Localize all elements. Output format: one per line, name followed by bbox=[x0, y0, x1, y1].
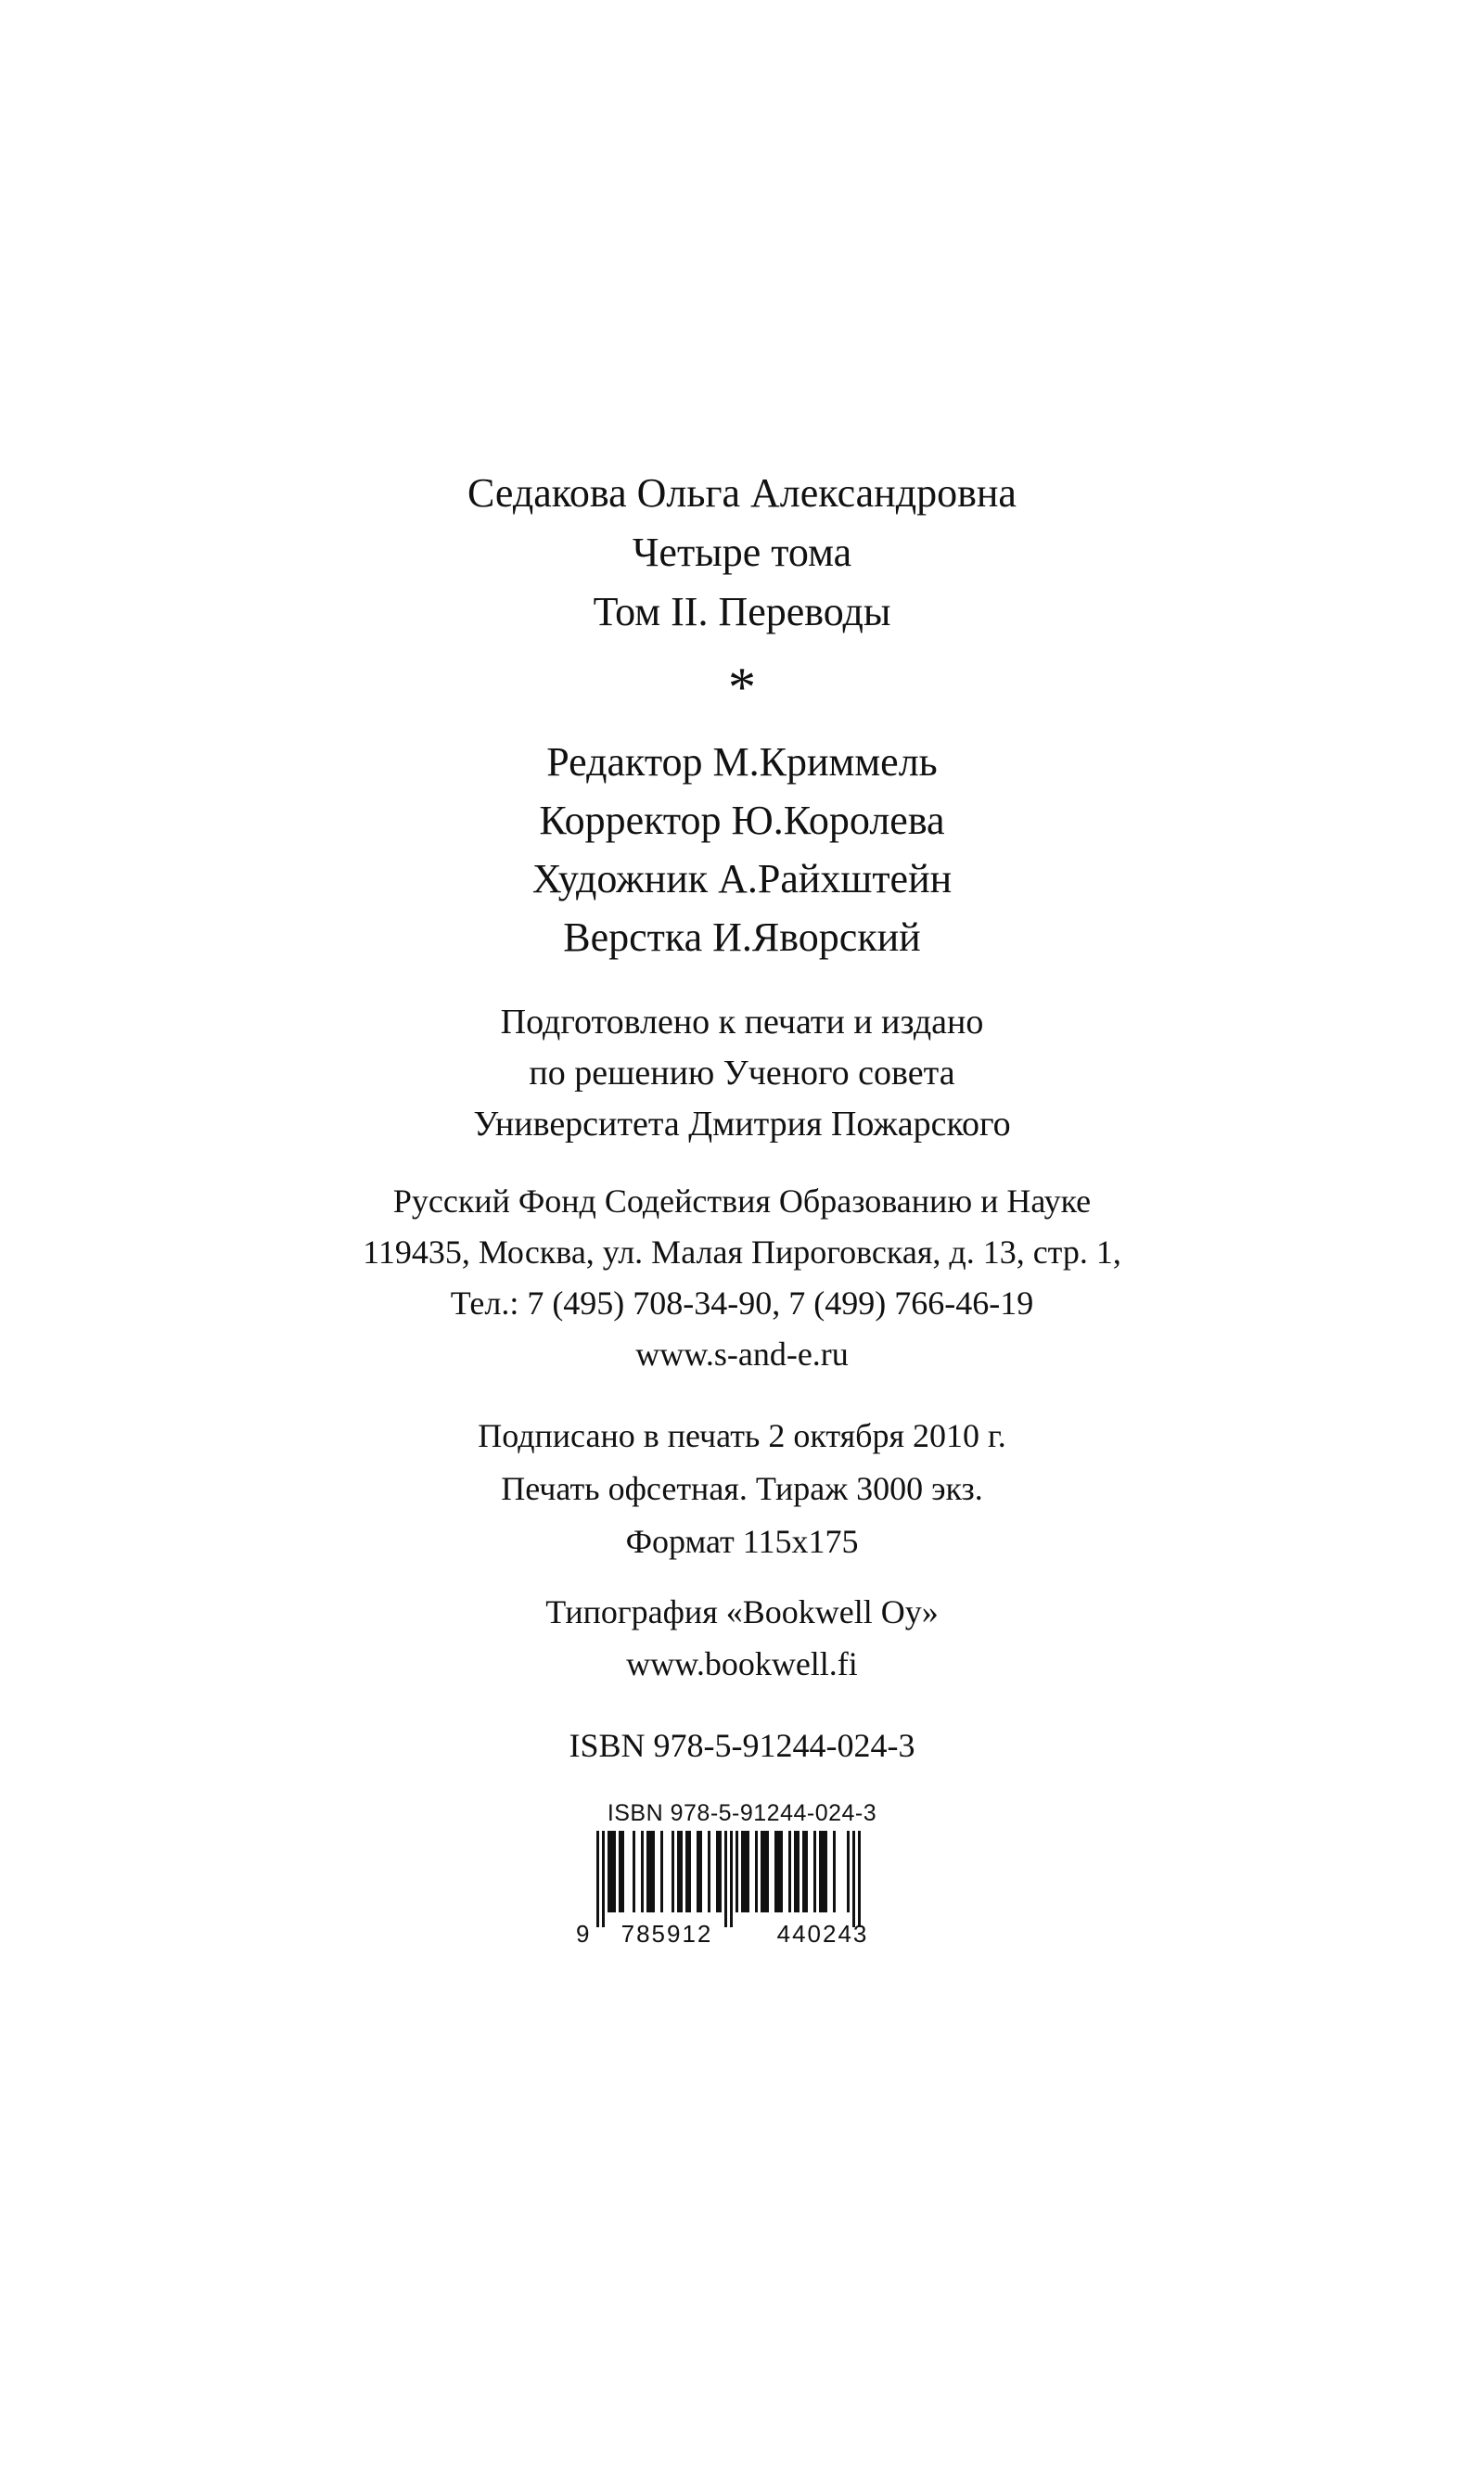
print-method: Печать офсетная. Тираж 3000 экз. bbox=[501, 1470, 983, 1507]
corrector-credit: Корректор Ю.Королева bbox=[539, 798, 945, 843]
isbn-text: ISBN 978-5-91244-024-3 bbox=[569, 1727, 915, 1764]
barcode-bar bbox=[672, 1831, 674, 1912]
barcode-bar bbox=[688, 1831, 691, 1912]
barcode-bar bbox=[763, 1831, 766, 1912]
separator-star: * bbox=[728, 657, 756, 718]
publisher-block bbox=[0, 1176, 1484, 1380]
barcode-bar bbox=[819, 1831, 822, 1912]
barcode-bar bbox=[621, 1831, 624, 1912]
barcode-bar bbox=[608, 1831, 610, 1912]
barcode-guard-bar bbox=[858, 1831, 861, 1927]
barcode-bar bbox=[822, 1831, 825, 1912]
barcode-bar bbox=[747, 1831, 749, 1912]
preparation-line-1: Подготовлено к печати и издано bbox=[500, 1003, 984, 1042]
barcode-guard-bar bbox=[596, 1831, 599, 1927]
isbn-block bbox=[0, 1719, 1484, 1771]
layout-credit: Верстка И.Яворский bbox=[563, 914, 921, 960]
print-format: Формат 115x175 bbox=[625, 1523, 859, 1560]
barcode-guard-bar bbox=[730, 1831, 733, 1927]
barcode-first-digit: 9 bbox=[576, 1920, 590, 1948]
barcode bbox=[570, 1799, 914, 1948]
barcode-bar bbox=[788, 1831, 791, 1912]
barcode-bar bbox=[646, 1831, 649, 1912]
staff-block bbox=[0, 733, 1484, 966]
barcode-bar bbox=[802, 1831, 805, 1912]
barcode-isbn-label: ISBN 978-5-91244-024-3 bbox=[607, 1800, 877, 1826]
preparation-block bbox=[0, 997, 1484, 1150]
barcode-bar bbox=[797, 1831, 800, 1912]
barcode-bar bbox=[774, 1831, 777, 1912]
barcode-bar bbox=[652, 1831, 655, 1912]
barcode-bar bbox=[744, 1831, 747, 1912]
barcode-bar bbox=[805, 1831, 808, 1912]
barcode-bar bbox=[825, 1831, 827, 1912]
barcode-bar bbox=[613, 1831, 616, 1912]
barcode-bar bbox=[719, 1831, 722, 1912]
barcode-bar bbox=[685, 1831, 688, 1912]
barcode-bar bbox=[619, 1831, 621, 1912]
barcode-right-digits: 440243 bbox=[776, 1920, 869, 1948]
preparation-line-2: по решению Ученого совета bbox=[529, 1054, 955, 1093]
artist-credit: Художник А.Райхштейн bbox=[531, 856, 953, 901]
barcode-guard-bar bbox=[602, 1831, 605, 1927]
volume-title: Том II. Переводы bbox=[593, 589, 891, 634]
printing-block bbox=[0, 1410, 1484, 1568]
barcode-guard-bar bbox=[852, 1831, 855, 1927]
barcode-bar bbox=[766, 1831, 769, 1912]
barcode-bar bbox=[780, 1831, 783, 1912]
barcode-bar bbox=[794, 1831, 797, 1912]
barcode-bar bbox=[633, 1831, 635, 1912]
barcode-bar bbox=[755, 1831, 758, 1912]
barcode-bar bbox=[741, 1831, 744, 1912]
barcode-bar bbox=[677, 1831, 680, 1912]
author-name: Седакова Ольга Александровна bbox=[467, 470, 1017, 516]
barcode-bars bbox=[570, 1831, 914, 1948]
barcode-bar bbox=[680, 1831, 683, 1912]
printer-website: www.bookwell.fi bbox=[626, 1645, 858, 1682]
barcode-bar bbox=[641, 1831, 644, 1912]
barcode-guard-bar bbox=[724, 1831, 727, 1927]
publisher-website: www.s-and-e.ru bbox=[635, 1336, 849, 1373]
editor-credit: Редактор М.Криммель bbox=[546, 739, 938, 785]
printer-block bbox=[0, 1586, 1484, 1690]
barcode-bar bbox=[716, 1831, 719, 1912]
barcode-bar bbox=[813, 1831, 816, 1912]
barcode-bar bbox=[699, 1831, 702, 1912]
barcode-bar bbox=[833, 1831, 836, 1912]
series-title: Четыре тома bbox=[632, 530, 852, 575]
title-block bbox=[0, 464, 1484, 642]
barcode-bar bbox=[736, 1831, 738, 1912]
barcode-left-digits: 785912 bbox=[620, 1920, 713, 1948]
barcode-bar bbox=[761, 1831, 763, 1912]
publisher-name: Русский Фонд Содействия Образованию и Науке bbox=[392, 1182, 1092, 1220]
barcode-bar bbox=[610, 1831, 613, 1912]
barcode-bar bbox=[660, 1831, 663, 1912]
barcode-bar bbox=[649, 1831, 652, 1912]
signed-date: Подписано в печать 2 октября 2010 г. bbox=[478, 1417, 1006, 1454]
barcode-bar bbox=[708, 1831, 710, 1912]
preparation-line-3: Университета Дмитрия Пожарского bbox=[473, 1105, 1011, 1144]
publisher-address: 119435, Москва, ул. Малая Пироговская, д. 13, стр. 1, bbox=[363, 1234, 1121, 1271]
printer-name: Типография «Bookwell Oy» bbox=[545, 1593, 939, 1630]
publisher-phone: Тел.: 7 (495) 708-34-90, 7 (499) 766-46-19 bbox=[450, 1285, 1034, 1322]
barcode-bar bbox=[697, 1831, 699, 1912]
barcode-bar bbox=[847, 1831, 850, 1912]
barcode-bar bbox=[777, 1831, 780, 1912]
